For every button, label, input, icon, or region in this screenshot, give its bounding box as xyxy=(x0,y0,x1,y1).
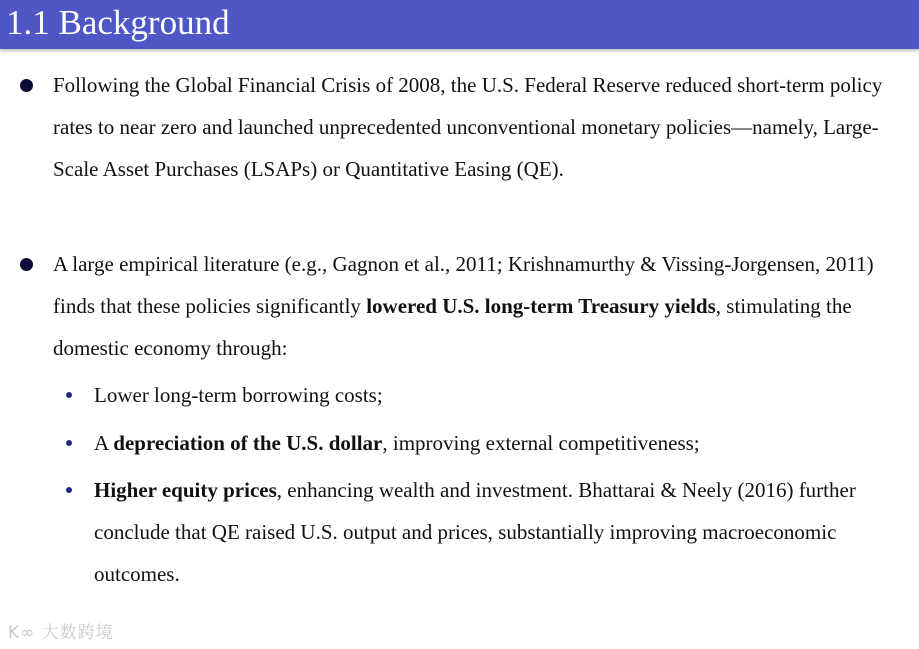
sub-item-2-text-after: , improving external competitiveness; xyxy=(382,431,700,455)
bullet-2-text-before: A large empirical literature (e.g., Gagnon et al., 2011; Krishnamurthy & Vissing-Jorgensen, 2011) finds that these policies significantly xyxy=(53,252,874,318)
sub-item-3-bold: Higher equity prices xyxy=(94,478,277,502)
bullet-paragraph-2 xyxy=(53,243,913,369)
bullet-marker xyxy=(20,79,33,92)
bullet-paragraph-1 xyxy=(53,64,913,190)
sub-item-2 xyxy=(94,422,894,464)
sub-bullet-marker xyxy=(66,487,72,493)
sub-item-3 xyxy=(94,469,894,595)
sub-bullet-marker xyxy=(66,440,72,446)
bullet-marker xyxy=(20,258,33,271)
title-bar xyxy=(0,0,919,49)
slide-title: 1.1 Background xyxy=(6,3,230,42)
sub-item-3-text-after: , enhancing wealth and investment. Bhattarai & Neely (2016) further conclude that QE raised U.S. output and prices, substantially improving macroeconomic outcomes. xyxy=(94,478,856,586)
sub-item-2-text-before: A xyxy=(94,431,114,455)
watermark-logo: K∞ 大数跨境 xyxy=(8,623,114,643)
bullet-1-text: Following the Global Financial Crisis of 2008, the U.S. Federal Reserve reduced short-term policy rates to near zero and launched unprecedented unconventional monetary policies—namely, Large-Scale Asset Purchases (LSAPs) or Quantitative Easing (QE). xyxy=(53,73,883,181)
bullet-2-text-after: , stimulating the domestic economy through: xyxy=(53,294,852,360)
bullet-2-bold: lowered U.S. long-term Treasury yields xyxy=(366,294,716,318)
sub-item-1 xyxy=(94,374,894,416)
sub-item-2-bold: depreciation of the U.S. dollar xyxy=(113,431,383,455)
sub-bullet-marker xyxy=(66,392,72,398)
sub-item-1-text: Lower long-term borrowing costs; xyxy=(94,383,383,407)
